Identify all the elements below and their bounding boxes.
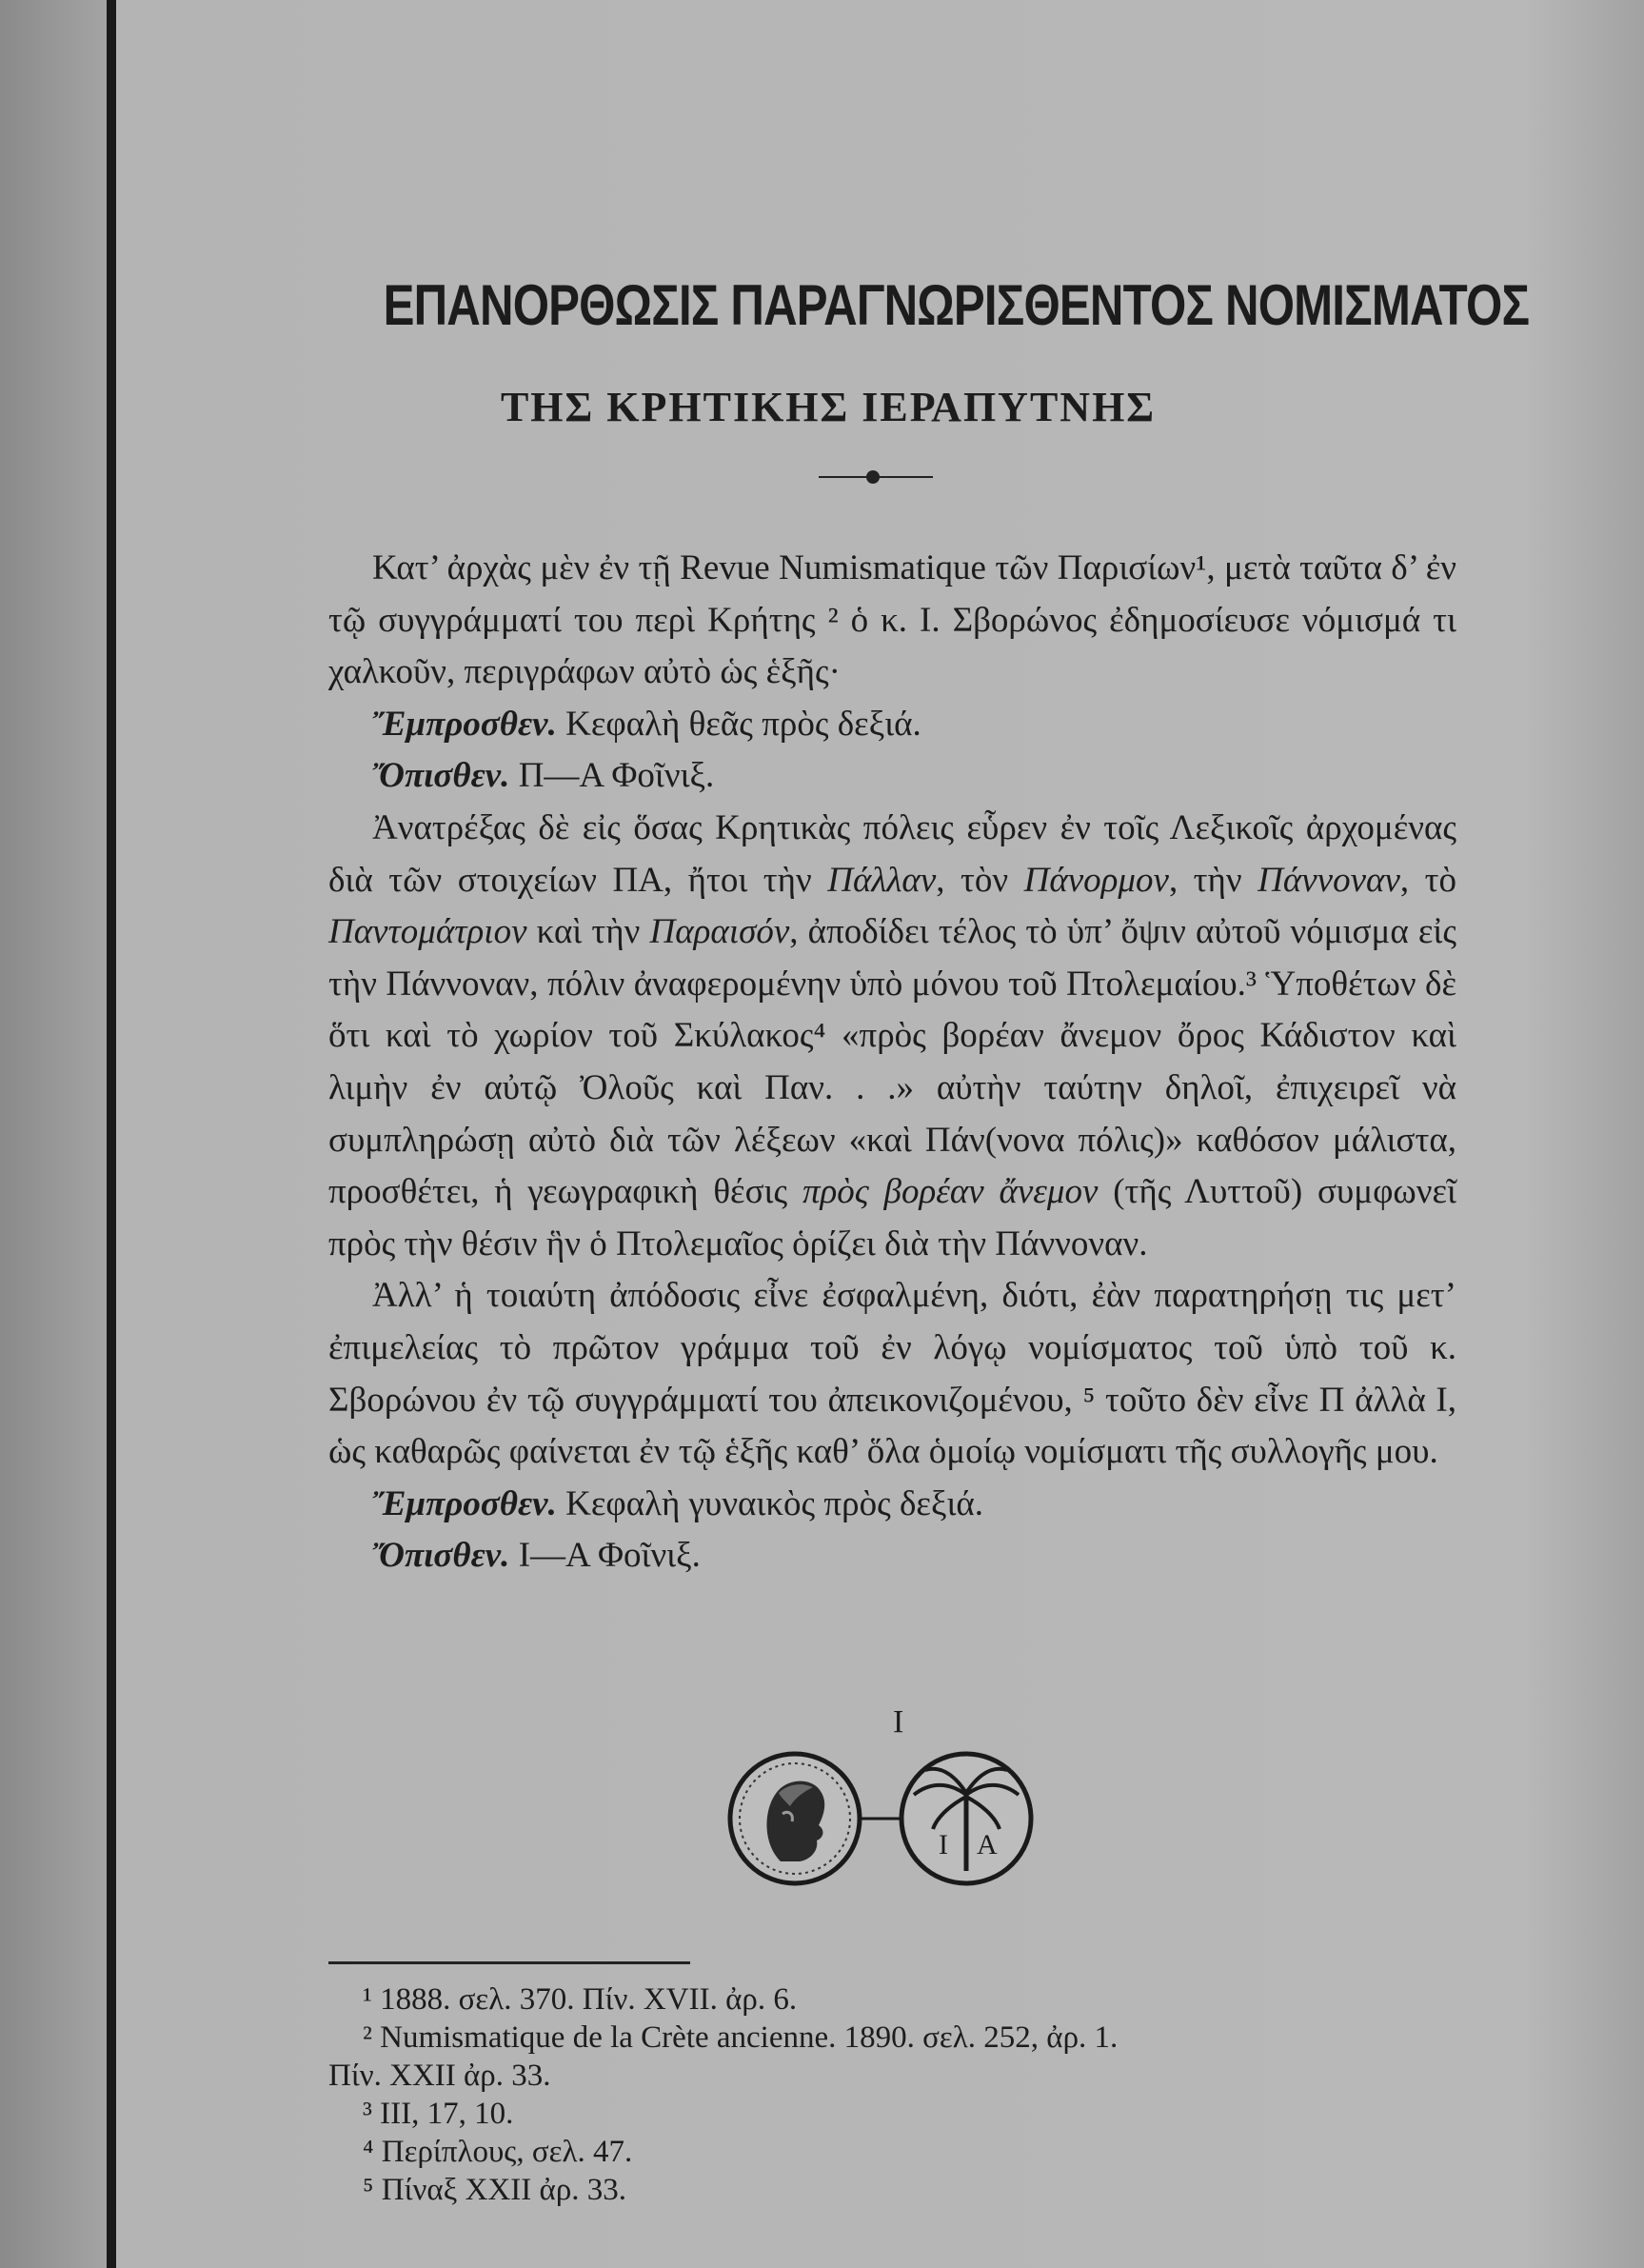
footnote-divider — [328, 1961, 690, 1964]
coin2-obverse-label: Ἔμπροσθεν. — [372, 1483, 557, 1523]
page-gutter-shadow — [0, 0, 107, 2268]
coin-obverse-head-icon — [730, 1754, 860, 1883]
coin2-reverse-line — [328, 1530, 1456, 1582]
article-body — [328, 543, 1456, 1582]
emphasis-pallan: Πάλλαν — [827, 860, 937, 900]
coin2-reverse-label: Ὄπισθεν. — [372, 1536, 510, 1576]
coin-legend-left: I — [939, 1829, 948, 1860]
coin-reverse-palm-icon — [901, 1754, 1031, 1883]
coin1-obverse-text: Κεφαλὴ θεᾶς πρὸς δεξιά. — [565, 704, 921, 744]
coin1-obverse-label: Ἔμπροσθεν. — [372, 704, 557, 744]
footnote-2: ² Numismatique de la Crète ancienne. 1890. σελ. 252, ἀρ. 1. — [363, 2020, 1119, 2055]
coin2-obverse-line — [328, 1479, 1456, 1531]
coin2-obverse-text: Κεφαλὴ γυναικὸς πρὸς δεξιά. — [565, 1483, 984, 1523]
text-run: , τὸν — [936, 860, 1024, 900]
coin1-reverse-text: Π—Α Φοῖνιξ. — [518, 756, 715, 796]
emphasis-panormon: Πάνορμον — [1023, 860, 1169, 900]
footnote-4: ⁴ Περίπλους, σελ. 47. — [363, 2135, 633, 2169]
text-run: , τὴν — [1168, 860, 1258, 900]
emphasis-north-wind: πρὸς βορέαν ἄνεμον — [802, 1172, 1099, 1212]
coin1-obverse-line — [328, 699, 1456, 751]
text-run: Ἀνατρέξας δὲ εἰς ὅσας Κρητικὰς πόλεις εὗρεν ἐν τοῖς Λεξικοῖς ἀρχομένας διὰ τῶν στοιχείων ΠΑ, ἤτοι τὴν — [328, 807, 1456, 900]
emphasis-pannonan: Πάννοναν — [1258, 860, 1400, 900]
page-subtitle: ΤΗΣ ΚΡΗΤΙΚΗΣ ΙΕΡΑΠΥΤΝΗΣ — [500, 384, 1157, 430]
coin1-reverse-label: Ὄπισθεν. — [372, 756, 510, 796]
text-run: καὶ τὴν — [526, 912, 650, 952]
page-title: ΕΠΑΝΟΡΘΩΣΙΣ ΠΑΡΑΓΝΩΡΙΣΘΕΝΤΟΣ ΝΟΜΙΣΜΑΤΟΣ — [383, 273, 1530, 337]
footnote-2-continued: Πίν. XXII ἀρ. 33. — [328, 2059, 551, 2093]
coin-illustration — [723, 1747, 1038, 1890]
footnotes — [328, 1980, 1456, 2209]
coin2-reverse-text: Ι—Α Φοῖνιξ. — [518, 1536, 701, 1576]
footnote-5: ⁵ Πίναξ XXII ἀρ. 33. — [363, 2173, 627, 2207]
footnote-1: ¹ 1888. σελ. 370. Πίν. XVII. ἀρ. 6. — [363, 1982, 798, 2017]
coin-legend-right: A — [977, 1829, 998, 1860]
coin1-reverse-line — [328, 750, 1456, 803]
paragraph-intro: Κατ’ ἀρχὰς μὲν ἐν τῇ Revue Numismatique τῶν Παρισίων¹, μετὰ ταῦτα δ’ ἐν τῷ συγγράμματί του περὶ Κρήτης ² ὁ κ. Ι. Σβορώνος ἐδημοσίευσε νόμισμά τι χαλκοῦν, περιγράφων αὐτὸ ὡς ἑξῆς· — [328, 548, 1456, 692]
page-binding-edge — [107, 0, 116, 2268]
emphasis-paraison: Παραισόν — [649, 912, 790, 952]
text-run: (τῆς Λυττοῦ) συμφωνεῖ πρὸς τὴν θέσιν ἣν ὁ Πτολεμαῖος ὁρίζει διὰ τὴν Πάννοναν. — [328, 1172, 1456, 1263]
title-divider-dot — [866, 470, 880, 484]
footnote-3: ³ III, 17, 10. — [363, 2097, 514, 2131]
emphasis-pantomatrion: Παντομάτριον — [328, 912, 527, 952]
paragraph-analysis — [328, 803, 1456, 1270]
text-run: , ἀποδίδει τέλος τὸ ὑπ’ ὄψιν αὐτοῦ νόμισμα εἰς τὴν Πάννοναν, πόλιν ἀναφερομένην ὑπὸ μόνου τοῦ Πτολεμαίου.³ Ὑποθέτων δὲ ὅτι καὶ τὸ χωρίον τοῦ Σκύλακος⁴ «πρὸς βορέαν ἄνεμον ὄρος Κάδιστον καὶ λιμὴν ἐν αὐτῷ Ὀλοῦς καὶ Παν. . .» αὐτὴν ταύτην δηλοῖ, ἐπιχειρεῖ νὰ συμπληρώσῃ αὐτὸ διὰ τῶν λέξεων «καὶ Πάν(νονα πόλις)» καθόσον μάλιστα, προσθέτει, ἡ γεωγραφικὴ θέσις — [328, 912, 1456, 1212]
paragraph-correction: Ἀλλ’ ἡ τοιαύτη ἀπόδοσις εἶνε ἐσφαλμένη, διότι, ἐὰν παρατηρήσῃ τις μετ’ ἐπιμελείας τὸ πρῶτον γράμμα τοῦ ἐν λόγῳ νομίσματος τοῦ ὑπὸ τοῦ κ. Σβορώνου ἐν τῷ συγγράμματί του ἀπεικονιζομένου, ⁵ τοῦτο δὲν εἶνε Π ἀλλὰ Ι, ὡς καθαρῶς φαίνεται ἐν τῷ ἑξῆς καθ’ ὅλα ὁμοίῳ νομίσματι τῆς συλλογῆς μου. — [328, 1276, 1456, 1472]
text-run: , τὸ — [1399, 860, 1456, 900]
coin-figure-caption: Ι — [893, 1704, 904, 1740]
